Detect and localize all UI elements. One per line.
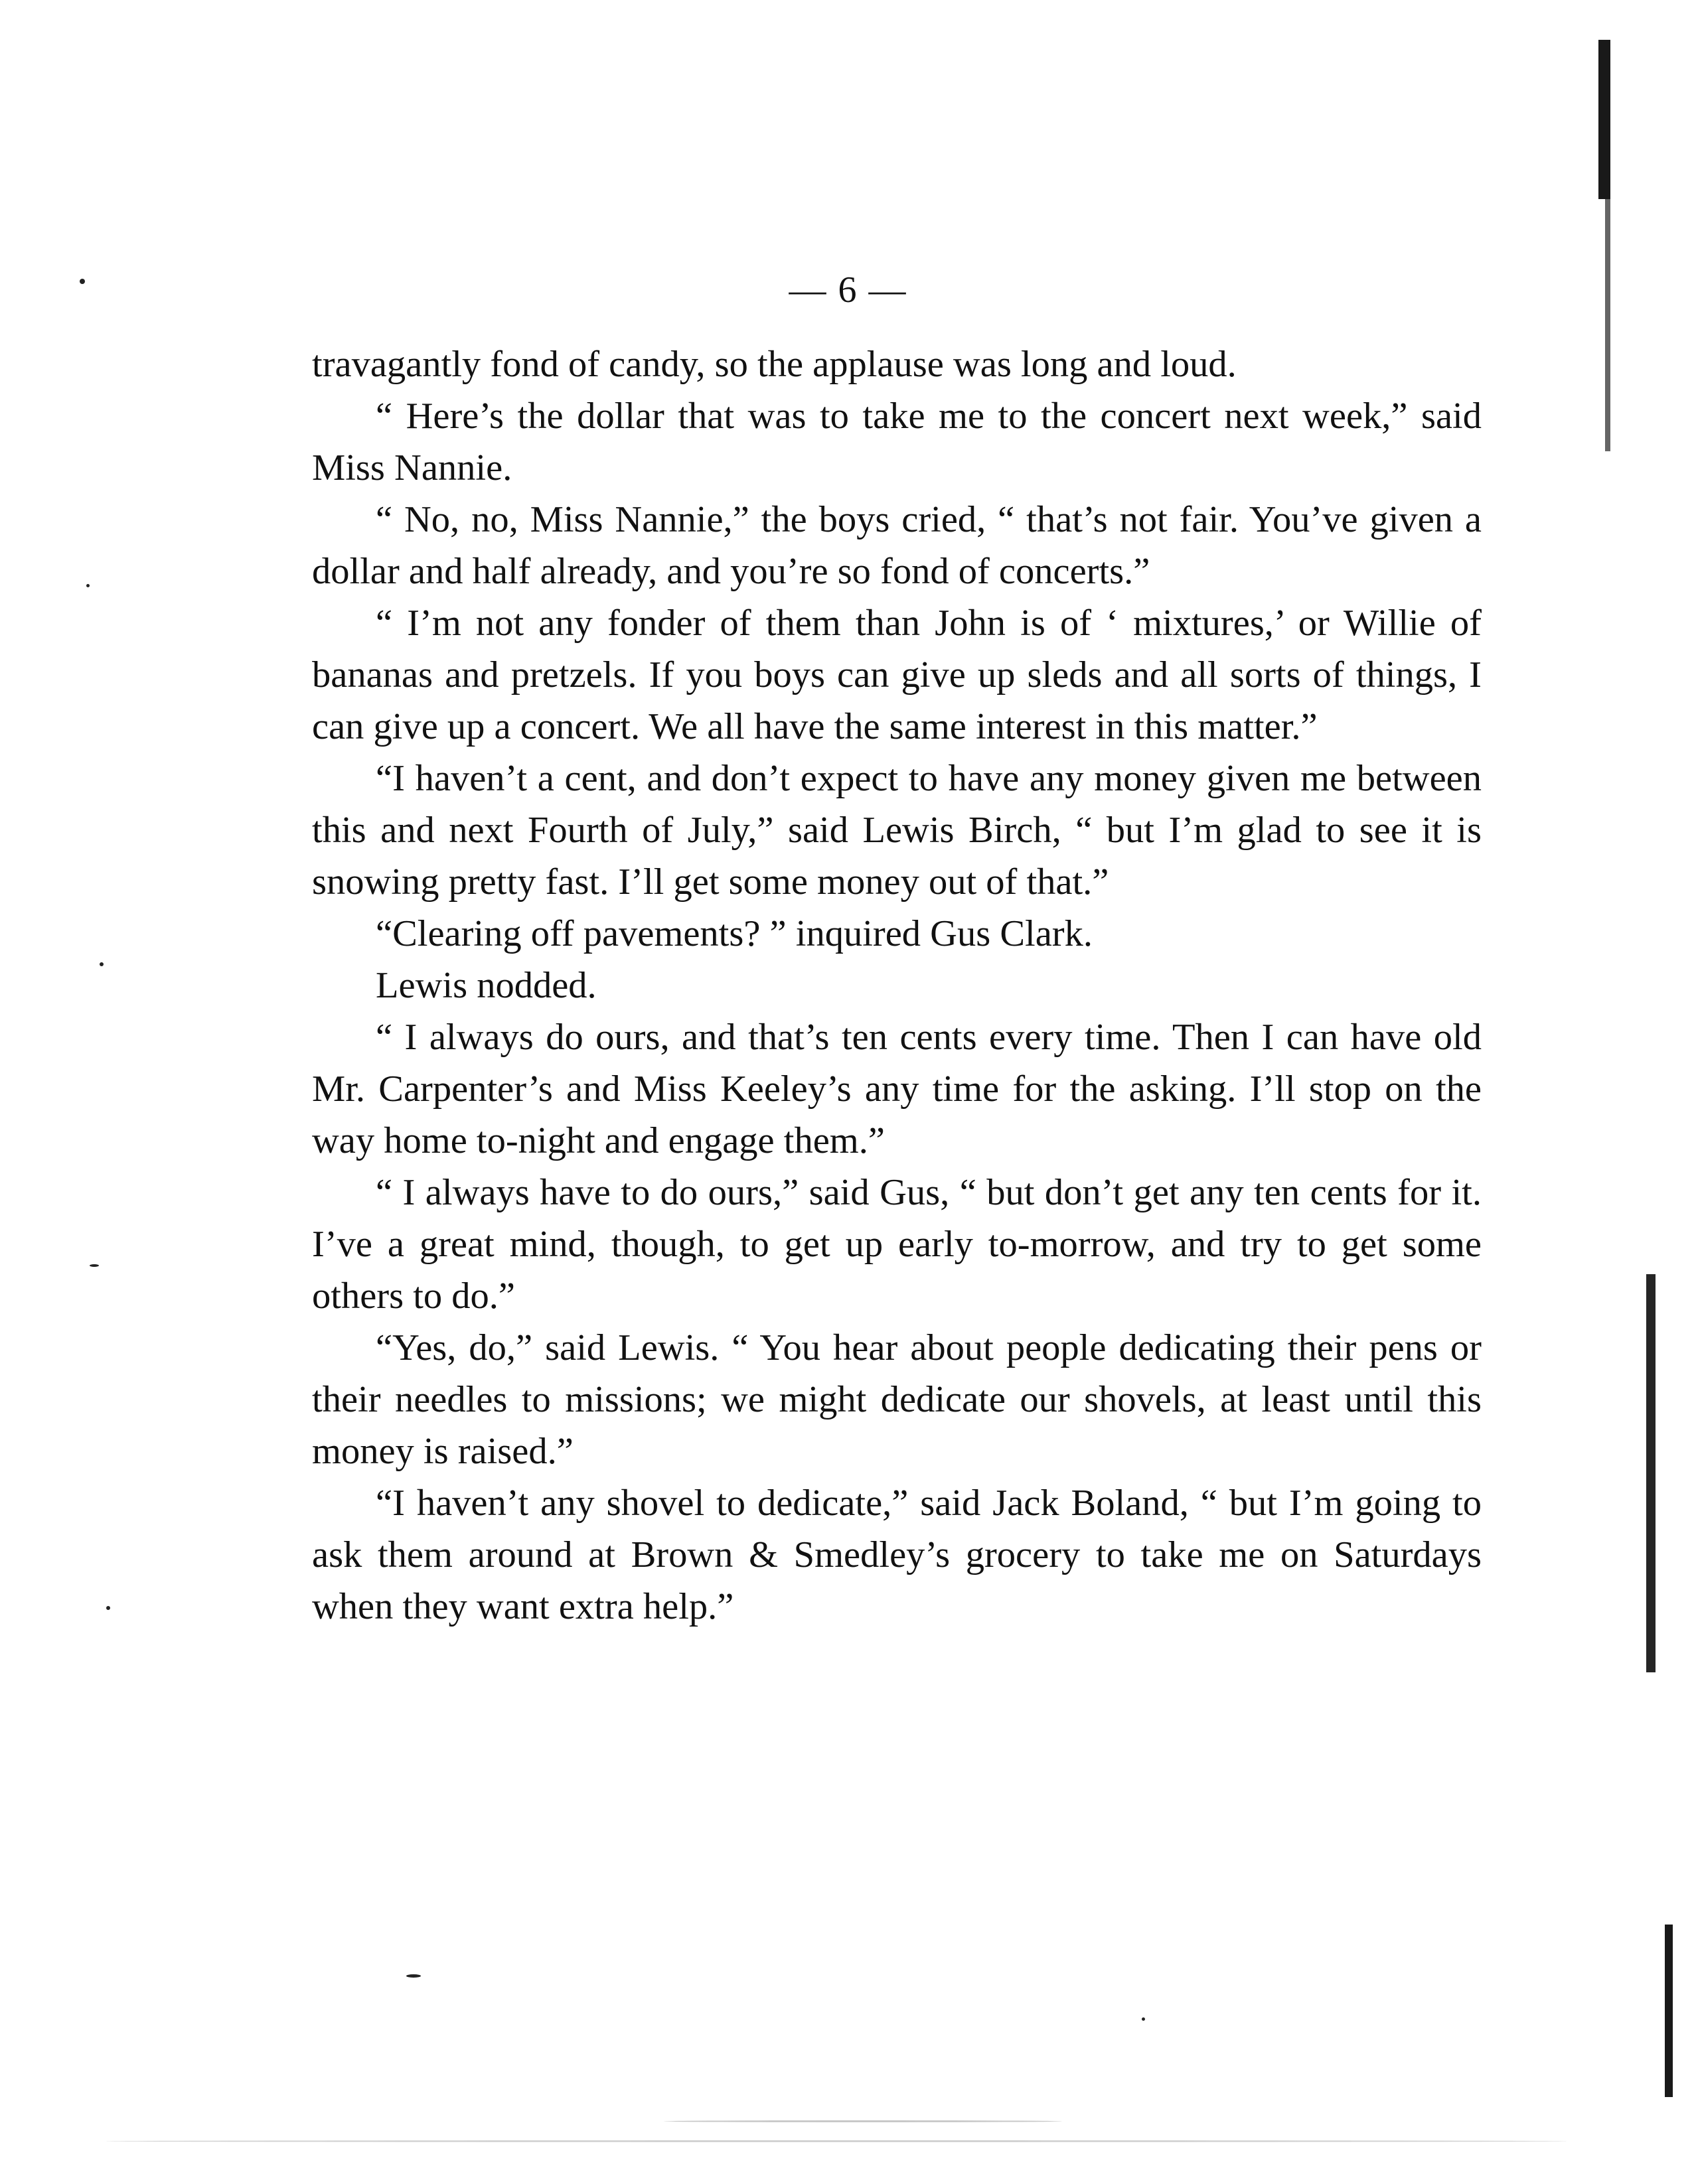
paragraph: “Clearing off pavements? ” inquired Gus Clark.: [376, 913, 1093, 954]
paragraph: Lewis nodded.: [376, 965, 597, 1006]
scan-speck: [406, 1974, 421, 1978]
scan-speck: [106, 1606, 110, 1610]
scan-speck: [1142, 2017, 1145, 2021]
scan-speck: [100, 962, 104, 966]
scan-edge-mark-top: [1598, 40, 1610, 199]
paragraph: “ I always have to do ours,” said Gus, “ but don’t get any ten cents for it. I’ve a great mind, though, to get up early to-morrow, and try to get some others to do.”: [312, 1172, 1482, 1317]
scan-edge-mark-upper: [1605, 199, 1610, 451]
scan-edge-mark-lower: [1646, 1274, 1656, 1672]
paragraph: travagantly fond of candy, so the applause was long and loud.: [312, 344, 1237, 385]
page-number: — 6 —: [789, 269, 907, 311]
scan-edge-mark-bottom: [1665, 1925, 1673, 2097]
paragraph: “ I always do ours, and that’s ten cents every time. Then I can have old Mr. Carpenter’s and Miss Keeley’s any time for the asking. I’ll stop on the way home to-night and engage them.”: [312, 1017, 1482, 1161]
body-text: [312, 338, 1482, 1633]
paragraph: “I haven’t any shovel to dedicate,” said Jack Boland, “ but I’m going to ask them around at Brown & Smedley’s grocery to take me on Saturdays when they want extra help.”: [312, 1483, 1482, 1627]
paragraph: “ No, no, Miss Nannie,” the boys cried, “ that’s not fair. You’ve given a dollar and half already, and you’re so fond of concerts.”: [312, 499, 1482, 592]
scan-speck: [106, 2140, 1567, 2142]
paragraph: “I haven’t a cent, and don’t expect to have any money given me between this and next Fourth of July,” said Lewis Birch, “ but I’m glad to see it is snowing pretty fast. I’ll get some money out of that.”: [312, 758, 1482, 903]
scan-speck: [90, 1264, 99, 1267]
paragraph: “Yes, do,” said Lewis. “ You hear about people dedicating their pens or their needles to missions; we might dedicate our shovels, at least until this money is raised.”: [312, 1327, 1482, 1472]
paragraph: “ I’m not any fonder of them than John is of ‘ mixtures,’ or Willie of bananas and pretzels. If you boys can give up sleds and all sorts of things, I can give up a concert. We all have the same interest in this matter.”: [312, 603, 1482, 747]
scan-speck: [664, 2120, 1062, 2122]
paragraph: “ Here’s the dollar that was to take me to the concert next week,” said Miss Nannie.: [312, 396, 1482, 488]
scan-speck: [86, 584, 90, 587]
